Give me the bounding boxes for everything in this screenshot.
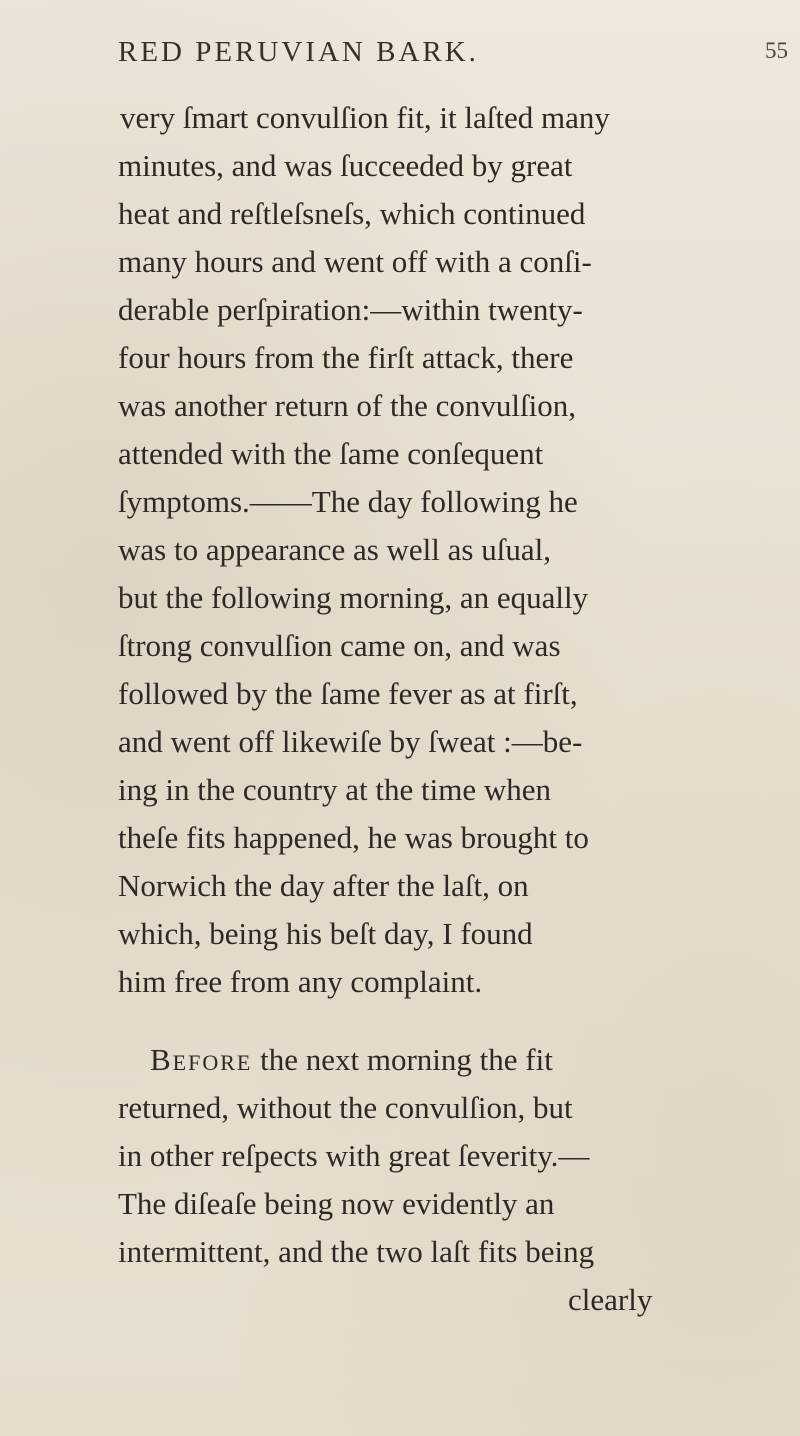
text-line: returned, without the convulſion, but <box>118 1090 573 1125</box>
running-head <box>118 36 788 76</box>
first-line-rest: the next morning the fit <box>252 1042 553 1077</box>
running-head-title: RED PERUVIAN BARK. <box>118 36 479 68</box>
text-line: Norwich the day after the laſt, on <box>118 868 529 903</box>
text-line: followed by the ſame fever as at firſt, <box>118 676 578 711</box>
text-line: intermittent, and the two laſt fits being <box>118 1234 595 1269</box>
text-line: very ſmart convulſion fit, it laſted many <box>120 100 610 135</box>
text-line: in other reſpects with great ſeverity.— <box>118 1138 590 1173</box>
text-line: attended with the ſame conſequent <box>118 436 544 471</box>
paragraph-first-line <box>150 1040 553 1080</box>
text-line: ing in the country at the time when <box>118 772 552 807</box>
text-line: derable perſpiration:—within twenty- <box>118 292 583 327</box>
page-number: 55 <box>765 38 788 63</box>
text-line: The diſeaſe being now evidently an <box>118 1186 555 1221</box>
text-line: ſymptoms.——The day following he <box>118 484 578 519</box>
text-line: was to appearance as well as uſual, <box>118 532 551 567</box>
text-line: and went off likewiſe by ſweat :—be- <box>118 724 583 759</box>
text-line: was another return of the convulſion, <box>118 388 576 423</box>
text-line: ſtrong convulſion came on, and was <box>118 628 561 663</box>
catchword: clearly <box>568 1282 653 1317</box>
text-line: minutes, and was ſucceeded by great <box>118 148 573 183</box>
text-line: heat and reſtleſsneſs, which continued <box>118 196 586 231</box>
lead-word: Before <box>150 1042 253 1077</box>
text-line: many hours and went off with a conſi- <box>118 244 592 279</box>
text-line: but the following morning, an equally <box>118 580 589 615</box>
text-line: four hours from the firſt attack, there <box>118 340 574 375</box>
text-line: him free from any complaint. <box>118 964 483 999</box>
text-line: theſe fits happened, he was brought to <box>118 820 589 855</box>
text-line: which, being his beſt day, I found <box>118 916 533 951</box>
